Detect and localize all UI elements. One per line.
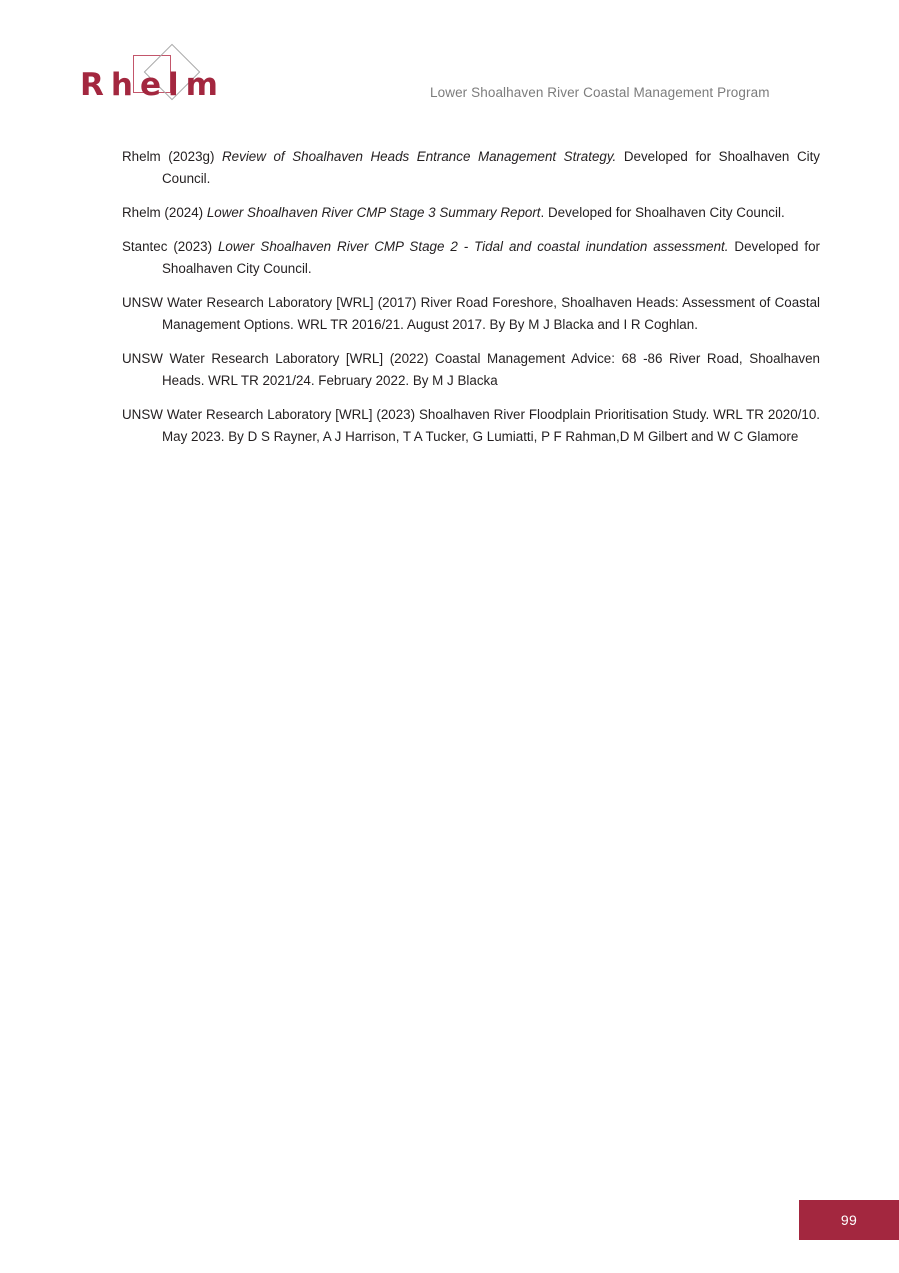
- reference-text: Developed for Shoalhaven City Council.: [162, 239, 820, 276]
- reference-text: Stantec (2023): [122, 239, 218, 255]
- reference-title-italic: Review of Shoalhaven Heads Entrance Management Strategy.: [222, 149, 617, 164]
- reference-title-italic: Lower Shoalhaven River CMP Stage 3 Summary Report: [206, 204, 541, 220]
- reference-entry: [122, 202, 820, 224]
- reference-entry: [122, 348, 820, 391]
- reference-text: UNSW Water Research Laboratory [WRL] (2022) Coastal Management Advice: 68 -86 River Road, Shoalhaven Heads. WRL TR 2021/24. February 2022. By M J Blacka: [122, 350, 820, 388]
- header-document-title: Lower Shoalhaven River Coastal Management Program: [430, 85, 770, 100]
- reference-text: UNSW Water Research Laboratory [WRL] (2017) River Road Foreshore, Shoalhaven Heads: Assessment of Coastal Management Options. WRL TR 2016/21. August 2017. By By M J Blacka and I R Coghlan.: [122, 295, 820, 332]
- reference-title-italic: Lower Shoalhaven River CMP Stage 2 - Tidal and coastal inundation assessment.: [217, 239, 729, 255]
- reference-entry: [122, 292, 820, 335]
- page-number-text: 99: [840, 1212, 858, 1228]
- page-header: [0, 0, 899, 125]
- reference-entry: [122, 404, 820, 447]
- reference-text: Developed for Shoalhaven City Council.: [162, 149, 821, 186]
- rhelm-logo: [80, 44, 320, 112]
- reference-entry: [122, 236, 820, 279]
- reference-entry: [122, 146, 820, 189]
- reference-text: . Developed for Shoalhaven City Council.: [540, 204, 785, 220]
- reference-list: [122, 146, 820, 447]
- logo-wordmark: Rhelm: [80, 67, 225, 103]
- reference-text: Rhelm (2024): [122, 204, 207, 220]
- page-number-badge: [799, 1200, 899, 1240]
- reference-text: UNSW Water Research Laboratory [WRL] (2023) Shoalhaven River Floodplain Prioritisation Study. WRL TR 2020/10. May 2023. By D S Rayner, A J Harrison, T A Tucker, G Lumiatti, P F Rahman,D M Gilbert and W C Glamore: [122, 406, 820, 444]
- reference-text: Rhelm (2023g): [122, 149, 222, 164]
